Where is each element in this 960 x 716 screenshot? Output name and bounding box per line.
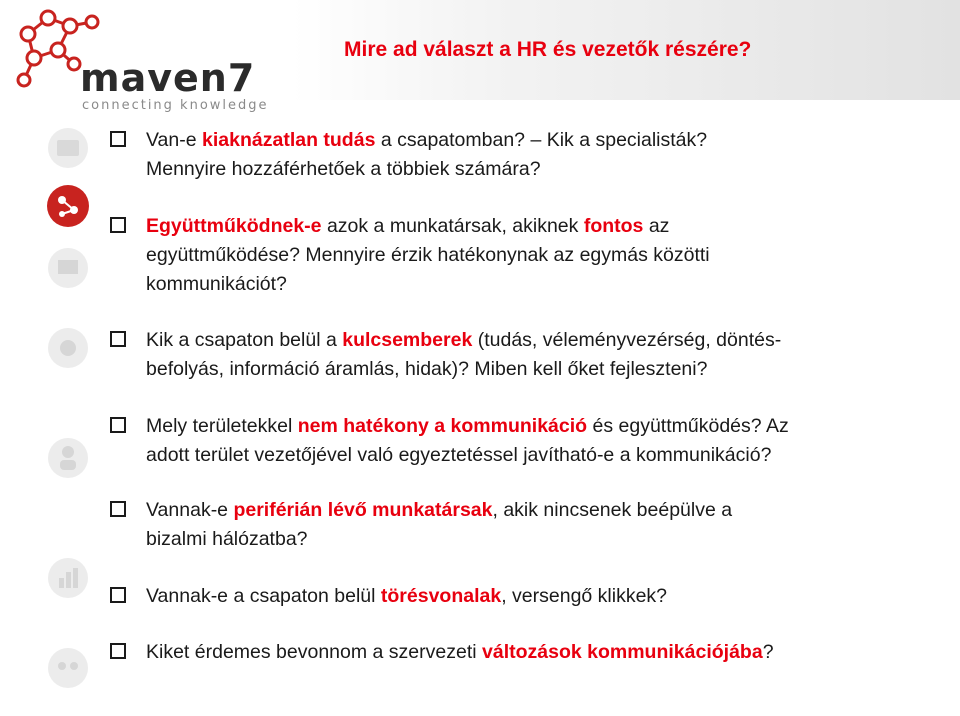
bullet-line (146, 582, 936, 611)
page-title: Mire ad választ a HR és vezetők részére? (344, 38, 752, 61)
bullet-line (146, 212, 936, 241)
bullet-line (146, 241, 936, 270)
text-segment: együttműködése? Mennyire érzik hatékonynak az egymás közötti (146, 244, 710, 266)
highlighted-phrase: periférián lévő munkatársak (233, 499, 493, 521)
text-segment: a csapatomban? – Kik a specialisták? (375, 129, 708, 151)
bullet-line (146, 638, 936, 667)
highlighted-phrase: Együttműködnek-e (146, 215, 322, 237)
text-segment: Vannak-e a csapaton belül (146, 585, 381, 607)
text-segment: Mely területekkel (146, 415, 298, 437)
text-segment: Van-e (146, 129, 203, 151)
browser-window-icon (46, 126, 90, 170)
bullet-line (146, 496, 936, 525)
checkbox-bullet-icon (110, 217, 126, 233)
group-icon (46, 646, 90, 690)
bullet-line (146, 155, 936, 184)
text-segment: , versengő klikkek? (501, 585, 668, 607)
bullet-line (146, 270, 936, 299)
text-segment: Mennyire hozzáférhetőek a többiek számára? (146, 158, 541, 180)
monitor-icon (46, 246, 90, 290)
highlighted-phrase: kulcsemberek (342, 329, 473, 351)
side-icon-column (40, 126, 100, 706)
logo-tagline: connecting knowledge (82, 98, 269, 113)
text-segment: Kiket érdemes bevonnom a szervezeti (146, 641, 482, 663)
chart-icon (46, 556, 90, 600)
bullet-line (146, 525, 936, 554)
checkbox-bullet-icon (110, 501, 126, 517)
people-network-icon (46, 184, 90, 228)
text-segment: ? (762, 641, 774, 663)
bullet-text (146, 638, 936, 667)
bullet-text (146, 582, 936, 611)
text-segment: adott terület vezetőjével való egyeztetéssel javítható-e a kommunikáció? (146, 444, 772, 466)
bullet-line (146, 126, 936, 155)
text-segment: bizalmi hálózatba? (146, 528, 308, 550)
highlighted-phrase: törésvonalak (380, 585, 502, 607)
text-segment: Vannak-e (146, 499, 234, 521)
bullet-text (146, 326, 936, 384)
highlighted-phrase: nem hatékony a kommunikáció (297, 415, 588, 437)
bullet-text (146, 412, 936, 470)
text-segment: (tudás, véleményvezérség, döntés- (472, 329, 782, 351)
bullet-line (146, 326, 936, 355)
checkbox-bullet-icon (110, 131, 126, 147)
text-segment: azok a munkatársak, akiknek (321, 215, 584, 237)
text-segment: Kik a csapaton belül a (146, 329, 343, 351)
checkbox-bullet-icon (110, 587, 126, 603)
logo-wordmark: maven7 (80, 56, 256, 100)
logo (8, 4, 308, 114)
bullet-text (146, 496, 936, 554)
bullet-text (146, 126, 936, 184)
checkbox-bullet-icon (110, 417, 126, 433)
bullet-line (146, 441, 936, 470)
highlighted-phrase: fontos (583, 215, 644, 237)
text-segment: és együttműködés? Az (587, 415, 789, 437)
bullet-line (146, 412, 936, 441)
checkbox-bullet-icon (110, 331, 126, 347)
bullet-line (146, 355, 936, 384)
text-segment: , akik nincsenek beépülve a (492, 499, 733, 521)
text-segment: kommunikációt? (146, 273, 287, 295)
highlighted-phrase: kiaknázatlan tudás (202, 129, 376, 151)
bullet-text (146, 212, 936, 299)
gear-icon (46, 326, 90, 370)
highlighted-phrase: változások kommunikációjába (482, 641, 763, 663)
checkbox-bullet-icon (110, 643, 126, 659)
text-segment: befolyás, információ áramlás, hidak)? Miben kell őket fejleszteni? (146, 358, 708, 380)
person-icon (46, 436, 90, 480)
text-segment: az (643, 215, 670, 237)
